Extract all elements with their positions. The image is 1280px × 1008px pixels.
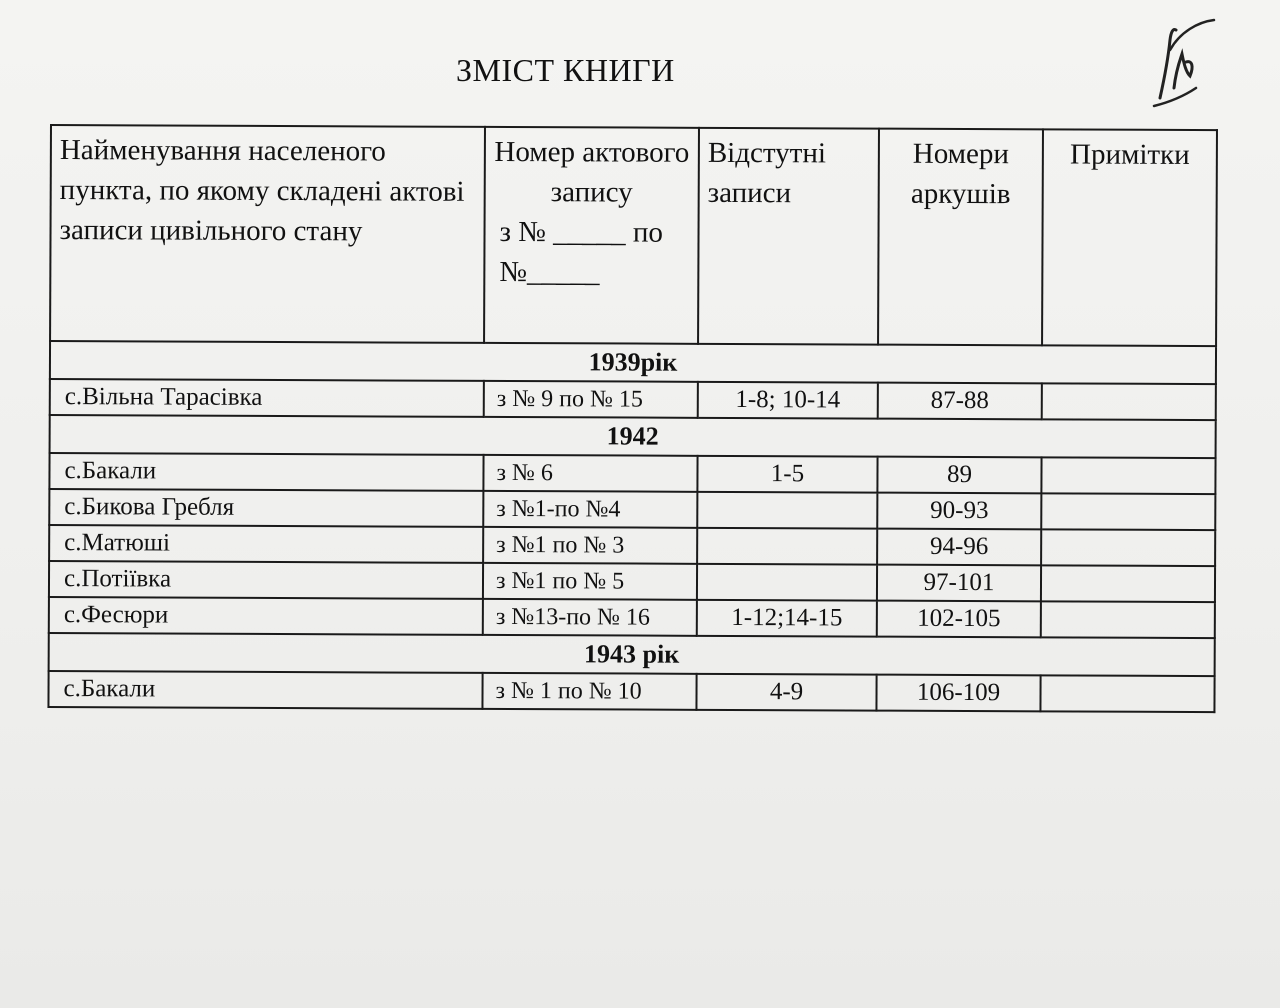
header-record-number (484, 127, 699, 344)
settlement-cell: с.Фесюри (49, 597, 483, 635)
table-row (50, 379, 1216, 420)
document-title: ЗМІСТ КНИГИ (456, 52, 675, 88)
settlement-cell: с.Вільна Тарасівка (50, 379, 484, 417)
records-cell: з №1 по № 3 (483, 527, 697, 564)
settlement-cell: с.Потіївка (49, 561, 483, 599)
notes-cell (1041, 457, 1215, 494)
records-cell: з №1-по №4 (483, 491, 697, 528)
missing-cell (697, 528, 877, 565)
table-header-row (50, 125, 1217, 346)
sheets-cell: 87-88 (878, 383, 1042, 420)
table-row (49, 489, 1215, 530)
records-cell: з №1 по № 5 (483, 563, 697, 600)
header-missing-records: Відстутні записи (698, 128, 879, 345)
sheets-cell: 102-105 (877, 601, 1041, 638)
year-row (50, 341, 1216, 384)
sheets-cell: 97-101 (877, 565, 1041, 602)
sheets-cell: 106-109 (876, 675, 1040, 712)
notes-cell (1041, 601, 1215, 638)
header-settlement-name: Найменування населеного пункта, по якому складені актові записи цивільного стану (50, 125, 485, 343)
records-cell: з №13-по № 16 (483, 599, 697, 636)
sheets-cell: 94-96 (877, 529, 1041, 566)
missing-cell: 1-8; 10-14 (698, 382, 878, 419)
notes-cell (1041, 529, 1215, 566)
records-cell: з № 9 по № 15 (484, 381, 698, 418)
notes-cell (1041, 493, 1215, 530)
missing-cell (697, 564, 877, 601)
sheets-cell: 90-93 (877, 493, 1041, 530)
year-label: 1939рік (50, 341, 1216, 384)
header-notes: Примітки (1042, 129, 1217, 346)
header-record-range: з № _____ по №_____ (499, 215, 664, 289)
year-label: 1942 (50, 415, 1216, 458)
records-cell: з № 1 по № 10 (482, 673, 696, 710)
header-record-number-label: Номер актового запису (494, 135, 690, 209)
settlement-cell: с.Бакали (48, 671, 482, 709)
notes-cell (1042, 383, 1216, 420)
missing-cell: 1-12;14-15 (697, 600, 877, 637)
handwritten-page-number (1140, 10, 1220, 110)
year-row (49, 633, 1215, 676)
contents-table (47, 124, 1218, 713)
settlement-cell: с.Бакали (49, 453, 483, 491)
sheets-cell: 89 (877, 457, 1041, 494)
notes-cell (1041, 565, 1215, 602)
header-sheet-numbers: Номери аркушів (878, 129, 1043, 346)
table-row (49, 597, 1215, 638)
table-row (49, 453, 1215, 494)
table-row (49, 525, 1215, 566)
settlement-cell: с.Матюші (49, 525, 483, 563)
table-row (49, 561, 1215, 602)
missing-cell (697, 492, 877, 529)
settlement-cell: с.Бикова Гребля (49, 489, 483, 527)
year-label: 1943 рік (49, 633, 1215, 676)
missing-cell: 4-9 (696, 674, 876, 711)
missing-cell: 1-5 (697, 456, 877, 493)
year-row (50, 415, 1216, 458)
records-cell: з № 6 (483, 455, 697, 492)
table-row (48, 671, 1214, 712)
notes-cell (1040, 675, 1214, 712)
